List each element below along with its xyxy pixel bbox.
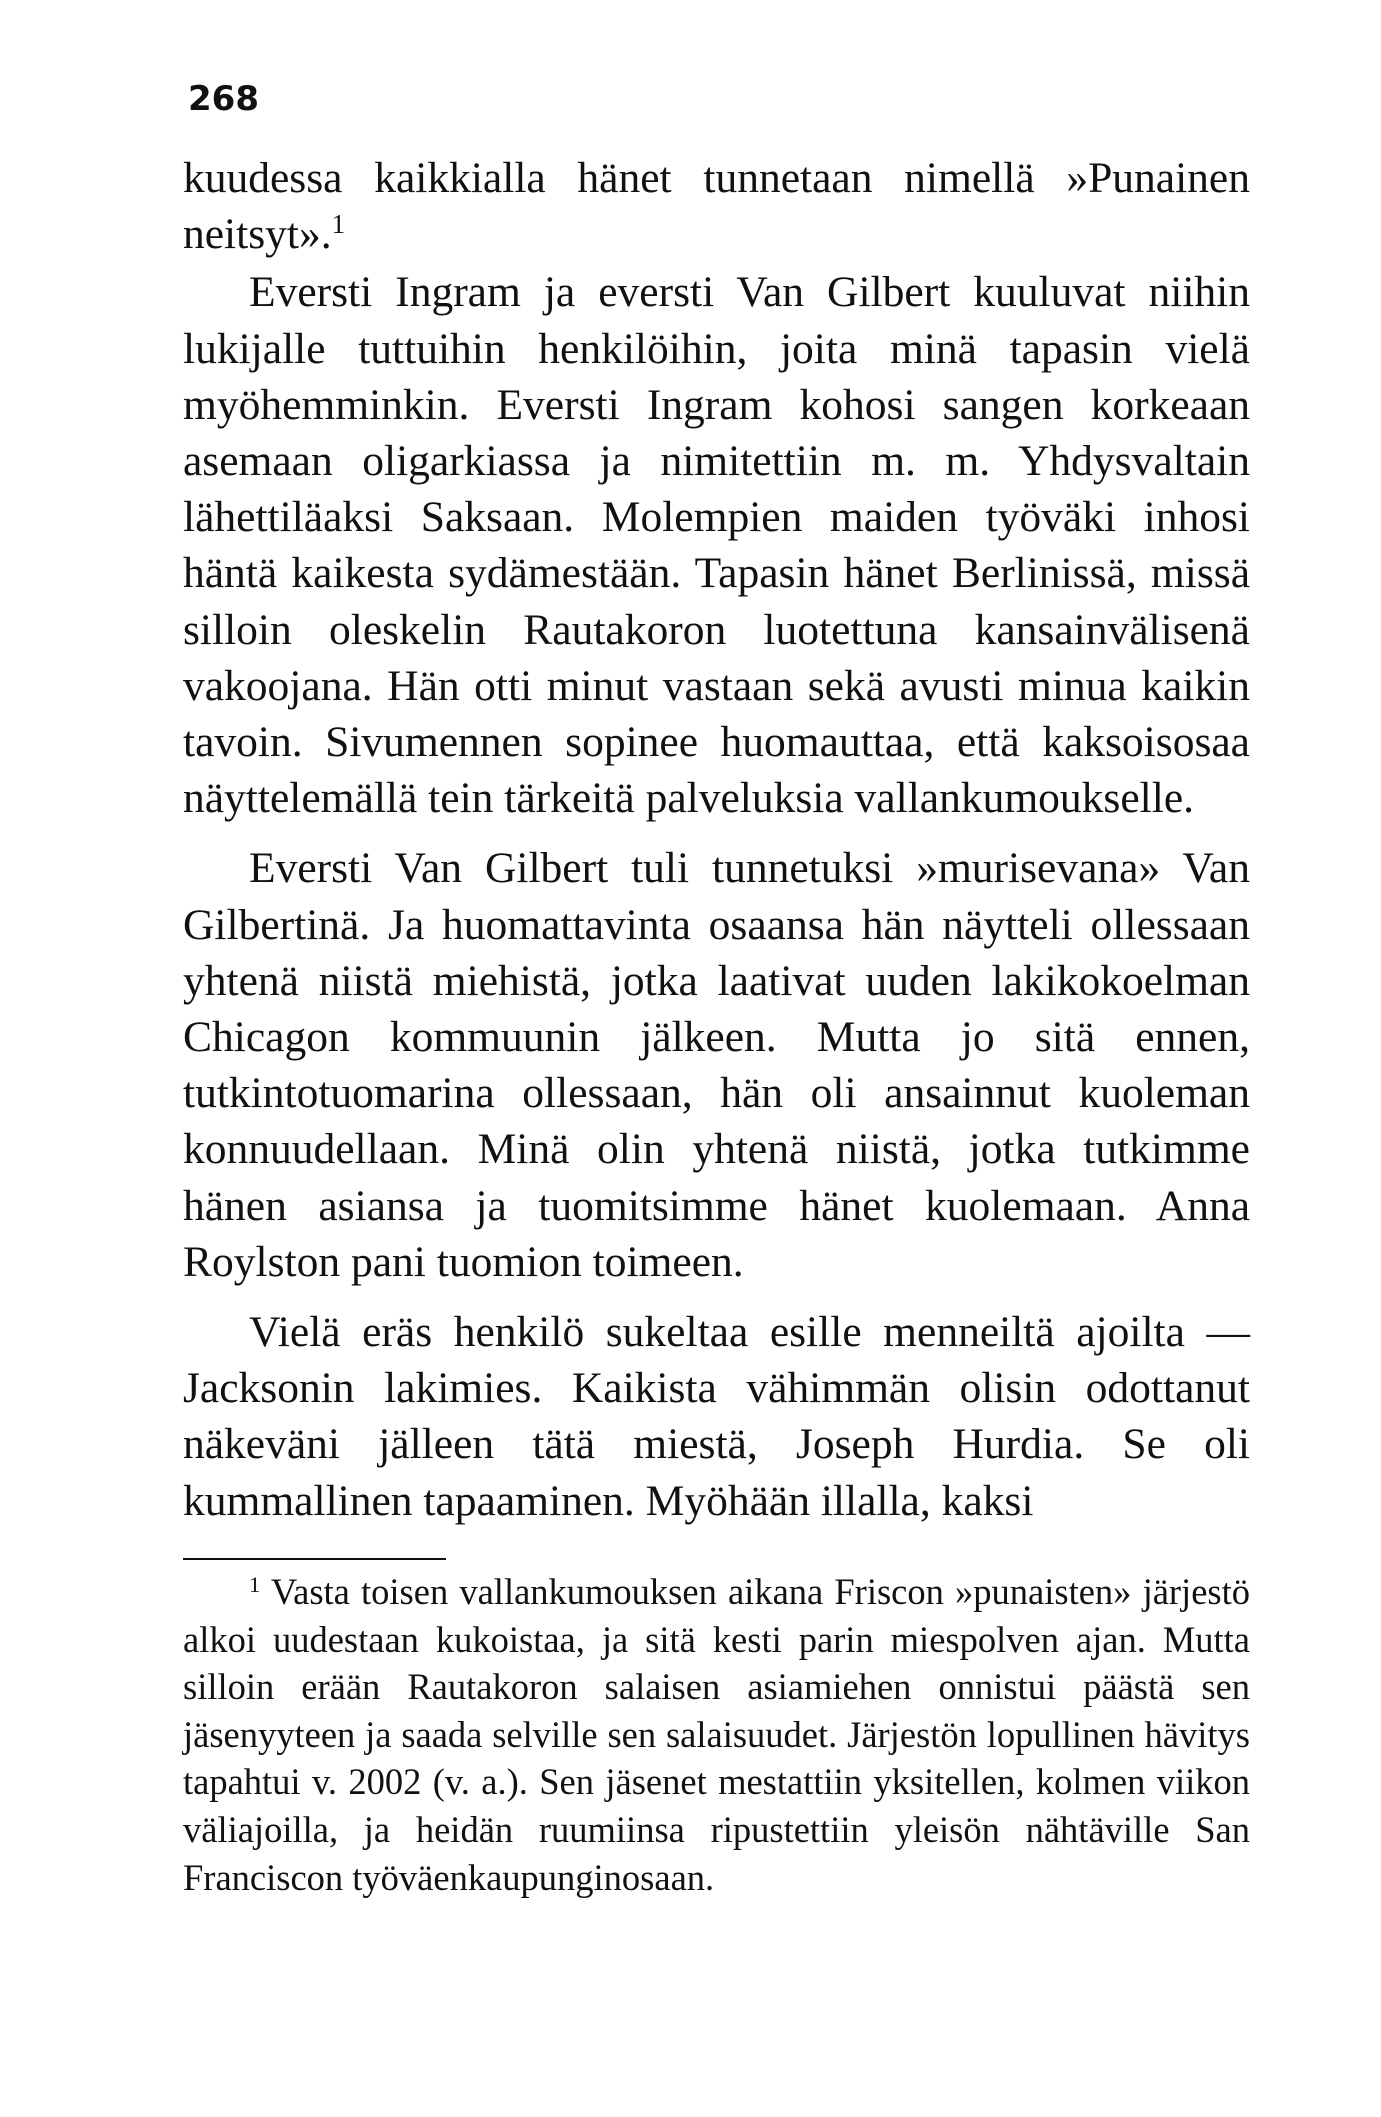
footnote-text: Vasta toisen vallankumouksen aikana Friscon »punaisten» järjestö alkoi uudestaan kukoistaa, ja sitä kesti parin miespolven ajan. Mutta silloin erään Rautakoron salaisen asiamiehen onnistui päästä sen jäsenyyteen ja saada selville sen salaisuudet. Järjestön lopullinen hävitys tapahtui v. 2002 (v. a.). Sen jäsenet mestattiin yksitellen, kolmen viikon väliajoilla, ja heidän ruumiinsa ripustettiin yleisön nähtäville San Franciscon työväenkaupunginosaan. [183, 1571, 1250, 1898]
footnote-section [183, 1568, 1250, 1901]
paragraph-3: Eversti Van Gilbert tuli tunnetuksi »murisevana» Van Gilbertinä. Ja huomattavinta osaansa hän näytteli ollessaan yhtenä niistä miehistä, jotka laativat uuden lakikokoelman Chicagon kommuunin jälkeen. Mutta jo sitä ennen, tutkintotuomarina ollessaan, hän oli ansainnut kuoleman konnuudellaan. Minä olin yhtenä niistä, jotka tutkimme hänen asiansa ja tuomitsimme hänet kuolemaan. Anna Roylston pani tuomion toimeen. [183, 844, 1250, 1286]
footnote-reference[interactable]: 1 [331, 209, 346, 240]
footnote [183, 1568, 1250, 1901]
paragraph-4: Vielä eräs henkilö sukeltaa esille menneiltä ajoilta — Jacksonin lakimies. Kaikista vähimmän olisin odottanut näkeväni jälleen tätä miestä, Joseph Hurdia. Se oli kummallinen tapaaminen. Myöhään illalla, kaksi [183, 1308, 1250, 1525]
footnote-marker: 1 [249, 1571, 261, 1597]
page-number: 268 [188, 79, 259, 119]
paragraph-1-text: kuudessa kaikkialla hänet tunnetaan nimellä »Punainen neitsyt». [183, 154, 1250, 259]
body-text [183, 150, 1250, 1529]
paragraph-continuation [183, 150, 1250, 262]
paragraph-2: Eversti Ingram ja eversti Van Gilbert kuuluvat niihin lukijalle tuttuihin henkilöihin, joita minä tapasin vielä myöhemminkin. Eversti Ingram kohosi sangen korkeaan asemaan oligarkiassa ja nimitettiin m. m. Yhdysvaltain lähettiläaksi Saksaan. Molempien maiden työväki inhosi häntä kaikesta sydämestään. Tapasin hänet Berlinissä, missä silloin oleskelin Rautakoron luotettuna kansainvälisenä vakoojana. Hän otti minut vastaan sekä avusti minua kaikin tavoin. Sivumennen sopinee huomauttaa, että kaksoisosaa näyttelemällä tein tärkeitä palveluksia vallankumoukselle. [183, 268, 1250, 823]
footnote-divider [183, 1558, 446, 1560]
